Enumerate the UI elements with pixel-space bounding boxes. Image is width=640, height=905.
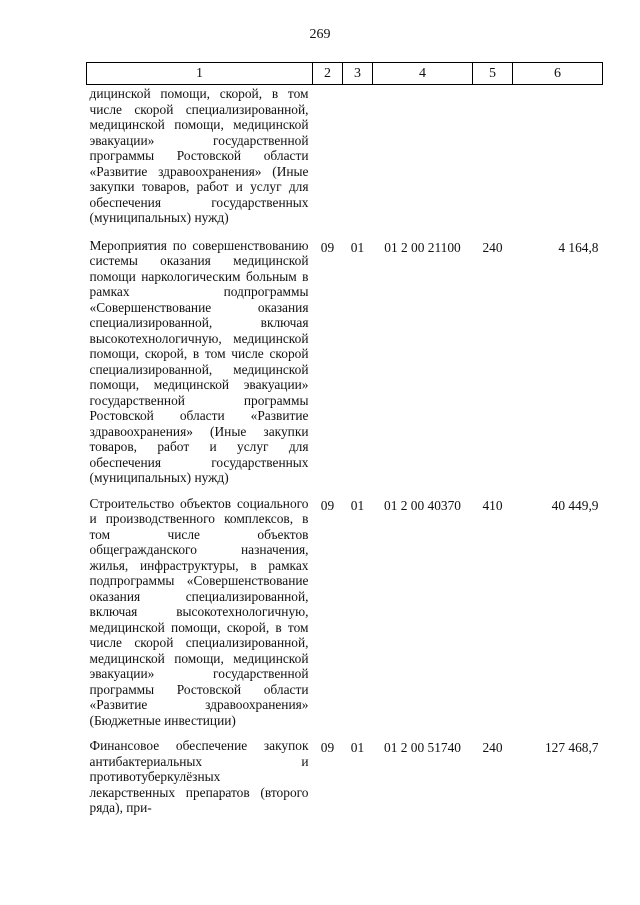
row-description: Строительство объектов социального и производственного комплексов, в том числе объектов общегражданского назначения, жилья, инфраструктуры, в рамках подпрограммы «Совершенствование оказания специализированной, включая высокотехнологичную, медицинской помощи, скорой, в том числе скорой специализированной, медицинской помощи, медицинской эвакуации» государственной программы Ростовской области «Развитие здравоохранения» (Бюджетные инвестиции) bbox=[89, 495, 309, 728]
column-header: 2 bbox=[313, 63, 343, 85]
column-header: 1 bbox=[87, 63, 313, 85]
budget-table bbox=[86, 62, 603, 826]
target-article-code: 01 2 00 51740 bbox=[384, 740, 461, 755]
column-header: 6 bbox=[513, 63, 603, 85]
table-row bbox=[87, 738, 603, 826]
column-header: 4 bbox=[373, 63, 473, 85]
target-article-code: 01 2 00 40370 bbox=[384, 497, 461, 513]
subsection-code: 01 bbox=[350, 497, 365, 513]
table-row bbox=[87, 238, 603, 496]
section-code: 09 bbox=[320, 497, 335, 513]
expense-type-code: 240 bbox=[482, 239, 503, 255]
subsection-code: 01 bbox=[350, 740, 365, 755]
target-article-code: 01 2 00 21100 bbox=[384, 239, 461, 255]
subsection-code: 01 bbox=[350, 239, 365, 255]
section-code: 09 bbox=[320, 239, 335, 255]
column-header: 5 bbox=[473, 63, 513, 85]
amount: 40 449,9 bbox=[551, 497, 599, 513]
expense-type-code: 410 bbox=[482, 497, 503, 513]
row-description: Финансовое обеспечение закупок антибактериальных и противотуберкулёзных лекарственных препаратов (второго ряда), при- bbox=[89, 738, 309, 815]
amount: 4 164,8 bbox=[558, 239, 599, 255]
table-row bbox=[87, 85, 603, 238]
table-header-row bbox=[87, 63, 603, 85]
page-number: 269 bbox=[309, 27, 331, 42]
row-description: дицинской помощи, скорой, в том числе скорой специализированной, медицинской помощи, медицинской эвакуации» государственной программы Ростовской области «Развитие здравоохранения» (Иные закупки товаров, работ и услуг для обеспечения государственных (муниципальных) нужд) bbox=[89, 86, 309, 225]
row-description: Мероприятия по совершенствованию системы оказания медицинской помощи наркологическим больным в рамках подпрограммы «Совершенствование оказания специализированной, включая высокотехнологичную, медицинской помощи, скорой, в том числе скорой специализированной, медицинской помощи, медицинской эвакуации» государственной программы Ростовской области «Развитие здравоохранения» (Иные закупки товаров, работ и услуг для обеспечения государственных (муниципальных) нужд) bbox=[89, 237, 309, 485]
expense-type-code: 240 bbox=[482, 740, 503, 755]
section-code: 09 bbox=[320, 740, 335, 755]
column-header: 3 bbox=[343, 63, 373, 85]
amount: 127 468,7 bbox=[544, 740, 599, 755]
table-row bbox=[87, 496, 603, 739]
